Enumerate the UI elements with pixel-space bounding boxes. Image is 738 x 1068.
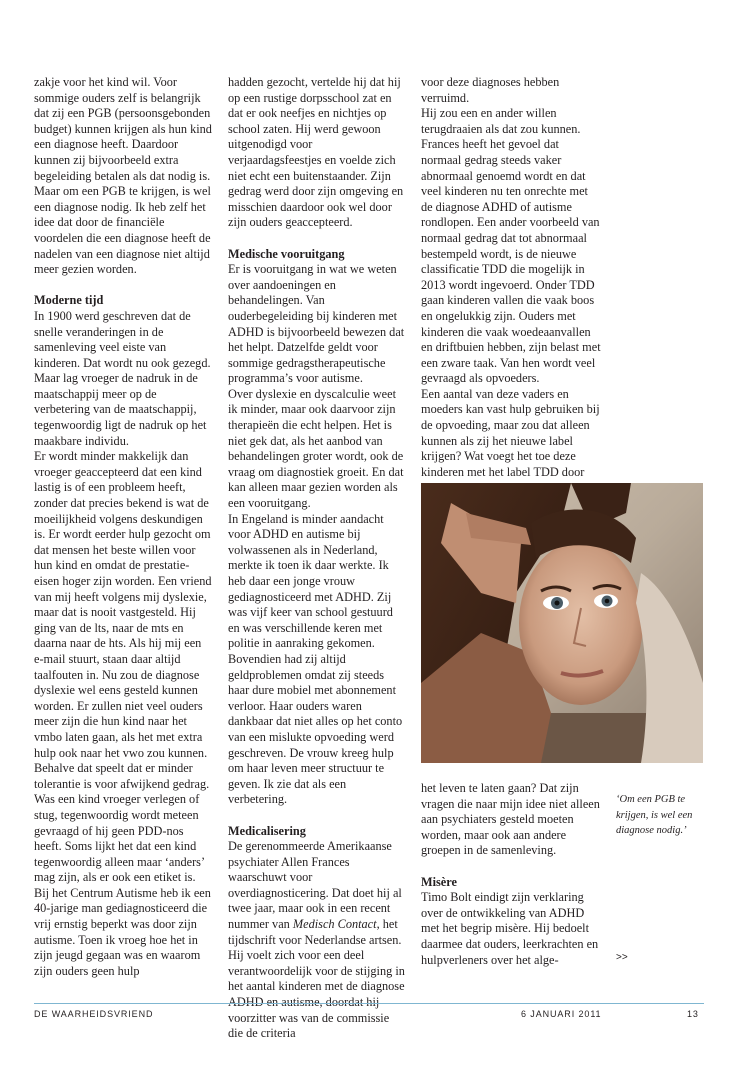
paragraph: het leven te laten gaan? Dat zijn vragen die naar mijn idee niet alleen aan psychiaters gesteld moeten worden, maar ook aan andere groepen in de samenleving. xyxy=(421,781,600,858)
photo-girl-head-in-hand xyxy=(421,483,703,763)
pull-quote: ‘Om een PGB te krijgen, is wel een diagnose nodig.’ xyxy=(616,794,693,836)
paragraph: Er is vooruitgang in wat we weten over aandoeningen en behandelingen. Van ouderbegeleiding bij kinderen met ADHD is bijvoorbeeld bewezen dat het helpt. Datzelfde geldt voor sommige gedragstherapeutische programma’s voor autisme. xyxy=(228,262,405,386)
section-heading-medische-vooruitgang: Medische vooruitgang xyxy=(228,246,345,261)
magazine-name: DE WAARHEIDSVRIEND xyxy=(34,1009,154,1019)
paragraph: In 1900 werd geschreven dat de snelle veranderingen in de samenleving veel eiste van kinderen. Dat wordt nu ook gezegd. Maar lag vroeger de nadruk in de maatschappij meer op de verbetering van de maatschappij, tegenwoordig ligt de nadruk op het maakbare individu. xyxy=(34,308,211,448)
paragraph: Over dyslexie en dyscalculie weet ik minder, maar ook daarvoor zijn therapieën die echt helpen. Het is niet gek dat, als het aanbod van behandelingen groter wordt, ook de vraag om diagnostiek groeit. En dat kan alleen maar gezien worden als een vooruitgang. xyxy=(228,386,404,511)
section-heading-misere: Misère xyxy=(421,874,457,889)
article-column-3 xyxy=(421,75,601,480)
article-column-1 xyxy=(34,75,212,979)
paragraph: In Engeland is minder aandacht voor ADHD en autisme bij volwassenen als in Nederland, merkte ik toen ik daar werkte. Ik heb daar een jonge vrouw gediagnosticeerd met ADHD. Zij was vijf keer van school gestuurd en was verschillende keren met politie in aanraking gekomen. Bovendien had zij altijd geldproblemen omdat zij steeds haar dure mobiel met abonnement verloor. Haar ouders waren dankbaar dat niet alles op het conto van een mislukte opvoeding werd geschreven. De vrouw kreeg hulp om haar leven meer structuur te geven. Ik zie dat als een verbetering. xyxy=(228,511,403,807)
paragraph: Een aantal van deze vaders en moeders kan vast hulp gebruiken bij de opvoeding, maar zou dat alleen kunnen als zij het nieuwe label krijgen? Wat voegt het toe deze kinderen met het label TDD door xyxy=(421,386,600,479)
section-heading-moderne-tijd: Moderne tijd xyxy=(34,293,104,308)
paragraph: Timo Bolt eindigt zijn verklaring over de ontwikkeling van ADHD met het begrip misère. Hij bedoelt daarmee dat ouders, leerkrachten en hulpverleners over het alge- xyxy=(421,890,599,967)
footer-divider xyxy=(34,1003,704,1004)
continue-arrows: >> xyxy=(616,952,628,963)
paragraph: zakje voor het kind wil. Voor sommige ouders zelf is belangrijk dat zij een PGB (persoonsgebonden budget) kunnen krijgen als hun kind een diagnose heeft. Daardoor kunnen zij bijvoorbeeld extra begeleiding betalen als dat nodig is. Maar om een PGB te krijgen, is wel een diagnose nodig. Ik heb zelf het idee dat door de financiële voordelen die een diagnose heeft de nadelen van een diagnose niet altijd meer gezien worden. xyxy=(34,75,212,277)
paragraph: voor deze diagnoses hebben verruimd. xyxy=(421,75,560,105)
article-column-3-continued xyxy=(421,781,601,968)
paragraph: Er wordt minder makkelijk dan vroeger geaccepteerd dat een kind lastig is of een probleem heeft, zonder dat precies bekend is wat de moeilijkheid volgens deskundigen is. Er wordt eerder hulp gezocht om dat mensen het beste willen voor hun kind en omdat de prestatie-eisen hoger zijn worden. Een vriend van mij heeft volgens mij dyslexie, maar dat is nooit vastgesteld. Hij ging van de lts, naar de mts en daarna naar de hts. Als hij mij een e-mail stuurt, staan daar altijd taalfouten in. Nu zou de diagnose dyslexie wel eens gesteld kunnen worden. Er zullen niet veel ouders meer zijn die hun kind naar het vmbo laten gaan, als het met extra hulp ook naar het vwo zou kunnen. xyxy=(34,449,212,760)
publication-title: Medisch Contact xyxy=(292,917,377,932)
article-photo xyxy=(421,483,703,763)
section-heading-medicalisering: Medicalisering xyxy=(228,823,306,838)
paragraph: hadden gezocht, vertelde hij dat hij op een rustige dorpsschool zat en dat er ook neefjes en nichtjes op school zaten. Hij werd gewoon uitgenodigd voor verjaardagsfeestjes en voelde zich niet echt een buitenstaander. Zijn gedrag werd door zijn omgeving en misschien daardoor ook wel door zijn ouders geaccepteerd. xyxy=(228,75,404,230)
issue-date: 6 JANUARI 2011 xyxy=(521,1009,602,1019)
paragraph: De gerenommeerde Amerikaanse psychiater Allen Frances waarschuwt voor overdiagnosticering. Dat doet hij al twee jaar, maar ook in een recent nummer van Medisch Contact, het tijdschrift voor Nederlandse artsen. Hij voelt zich voor een deel verantwoordelijk voor de stijging in het aantal kinderen met de diagnose ADHD en autisme, doordat hij voorzitter was van de commissie die de criteria xyxy=(228,839,405,1041)
paragraph: Hij zou een en ander willen terugdraaien als dat zou kunnen. Frances heeft het gevoel dat normaal gedrag steeds vaker abnormaal genoemd wordt en dat veel kinderen nu ten onrechte met de diagnose ADHD of autisme rondlopen. Een ander voorbeeld van normaal gedrag dat tot abnormaal bestempeld wordt, is de nieuwe classificatie TDD die mogelijk in 2013 wordt ingevoerd. Onder TDD gaan kinderen vallen die vaak boos en ongelukkig zijn. Ouders met kinderen die vaak woedeaanvallen en driftbuien hebben, zijn belast met een zware taak. Van hen wordt veel gevraagd als opvoeders. xyxy=(421,106,601,386)
page-number: 13 xyxy=(687,1009,699,1019)
paragraph: Bij het Centrum Autisme heb ik een 40-jarige man gediagnosticeerd die vrij ernstig beperkt was door zijn autisme. Toen ik vroeg hoe het in zijn jeugd gegaan was en waarom zijn ouders geen hulp xyxy=(34,885,211,978)
article-column-2 xyxy=(228,75,406,1042)
paragraph: Behalve dat speelt dat er minder tolerantie is voor afwijkend gedrag. Was een kind vroeger verlegen of stug, tegenwoordig wordt meteen gevraagd of hij geen PDD-nos heeft. Soms lijkt het dat een kind tegenwoordig alleen maar ‘anders’ mag zijn, als er ook een etiket is. xyxy=(34,761,210,885)
